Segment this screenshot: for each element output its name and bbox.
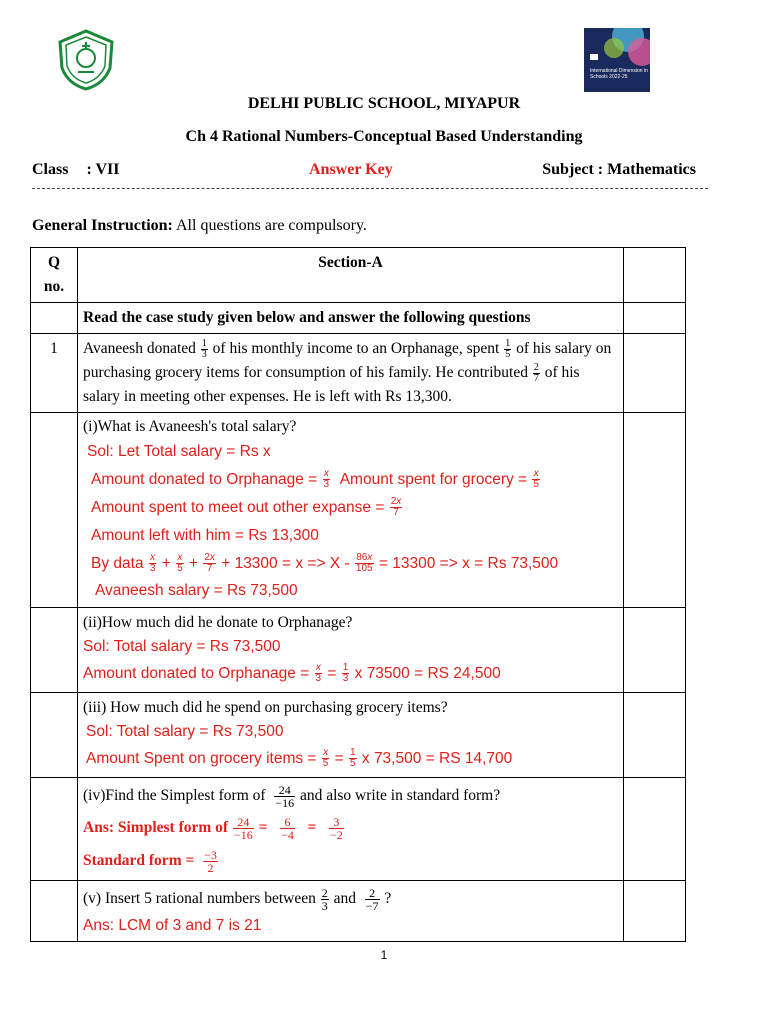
table-header-row — [31, 248, 686, 303]
solution-line: Amount Spent on grocery items = $\frac{x}{5}$ = $\frac{1}{5}$ x 73,500 = RS 14,700 — [86, 747, 513, 770]
class-value: : VII — [86, 161, 120, 178]
case-study-text — [78, 334, 624, 413]
table-row — [31, 413, 686, 608]
empty-cell — [624, 608, 686, 693]
class-label: Class — [32, 161, 69, 178]
empty-header-cell — [624, 248, 686, 303]
answer-line: Ans: Simplest form of $\frac{24}{-16}$ = $\frac{6}{-4}$ = $\frac{3}{-2}$ — [83, 814, 343, 842]
question-ii — [78, 608, 624, 693]
question-text: (i)What is Avaneesh's total salary? — [83, 418, 297, 435]
empty-cell — [624, 693, 686, 778]
fraction: $\frac{1}{5}$ — [505, 337, 511, 360]
question-v — [78, 881, 624, 942]
empty-cell — [31, 608, 78, 693]
empty-cell — [624, 881, 686, 942]
table-row — [31, 608, 686, 693]
answer-key-label: Answer Key — [309, 161, 393, 178]
empty-cell — [624, 778, 686, 881]
empty-cell — [31, 881, 78, 942]
table-row — [31, 693, 686, 778]
fraction: $\frac{2}{7}$ — [533, 361, 539, 384]
answer-line: Standard form = $\frac{-3}{2}$ — [83, 847, 217, 875]
empty-cell — [624, 303, 686, 334]
question-text: (ii)How much did he donate to Orphanage? — [83, 614, 353, 631]
solution-line: Amount spent to meet out other expanse = $\frac{2x}{7}$ — [91, 496, 402, 519]
class-line — [32, 161, 708, 179]
solution-line: Sol: Total salary = Rs 73,500 — [86, 723, 284, 740]
question-i — [78, 413, 624, 608]
question-text: (iv)Find the Simplest form of $\frac{24}{-16}$ and also write in standard form? — [83, 782, 501, 810]
fraction: $\frac{1}{3}$ — [201, 337, 207, 360]
solution-line: Sol: Total salary = Rs 73,500 — [83, 638, 281, 655]
solution-line: Amount donated to Orphanage = $\frac{x}{3}$ Amount spent for grocery = $\frac{x}{5}$ — [91, 468, 539, 491]
subject-label: Subject : Mathematics — [542, 161, 696, 178]
empty-cell — [31, 413, 78, 608]
case-text: Avaneesh donated — [83, 340, 200, 357]
section-header: Section-A — [78, 248, 624, 303]
solution-line: Avaneesh salary = Rs 73,500 — [95, 582, 298, 599]
instruction-label: General Instruction: — [32, 217, 173, 234]
question-iv — [78, 778, 624, 881]
badge-text: International Dimension in Schools 2022-25 — [590, 68, 648, 80]
table-row — [31, 778, 686, 881]
case-study-title: Read the case study given below and answer the following questions — [78, 303, 624, 334]
solution-line: Amount left with him = Rs 13,300 — [91, 527, 319, 544]
school-logo — [54, 28, 118, 92]
question-table — [30, 247, 686, 942]
table-row — [31, 303, 686, 334]
question-iii — [78, 693, 624, 778]
solution-line: By data $\frac{x}{3}$ + $\frac{x}{5}$ + $\frac{2x}{7}$ + 13300 = x => X - $\frac{86x}{105}$ = 13300 => x = Rs 73,500 — [91, 552, 559, 575]
question-text: (iii) How much did he spend on purchasing grocery items? — [83, 699, 448, 716]
solution-line: Sol: Let Total salary = Rs x — [87, 443, 271, 460]
table-row — [31, 334, 686, 413]
question-number: 1 — [31, 334, 78, 413]
case-text: of his monthly income to an Orphanage, spent — [208, 340, 504, 357]
answer-line: Ans: LCM of 3 and 7 is 21 — [83, 917, 262, 934]
chapter-title: Ch 4 Rational Numbers-Conceptual Based Understanding — [185, 128, 583, 145]
page-number: 1 — [380, 948, 388, 962]
international-dimension-badge — [584, 28, 650, 92]
separator-line — [32, 188, 708, 189]
solution-line: Amount donated to Orphanage = $\frac{x}{3}$ = $\frac{1}{3}$ x 73500 = RS 24,500 — [83, 662, 501, 685]
empty-cell — [624, 334, 686, 413]
general-instruction — [32, 217, 367, 235]
instruction-text: All questions are compulsory. — [172, 217, 367, 234]
col-q-header: Q no. — [31, 248, 78, 303]
question-text: (v) Insert 5 rational numbers between $\frac{2}{3}$ and $\frac{2}{-7}$ ? — [83, 885, 392, 913]
case-text: of his salary on purchasing grocery items for consumption of his family. He contributed — [83, 340, 612, 381]
empty-cell — [31, 303, 78, 334]
empty-cell — [31, 693, 78, 778]
table-row — [31, 881, 686, 942]
case-text: of his salary in meeting other expenses. He is left with Rs 13,300. — [83, 364, 580, 405]
empty-cell — [31, 778, 78, 881]
school-name: DELHI PUBLIC SCHOOL, MIYAPUR — [247, 95, 521, 112]
empty-cell — [624, 413, 686, 608]
